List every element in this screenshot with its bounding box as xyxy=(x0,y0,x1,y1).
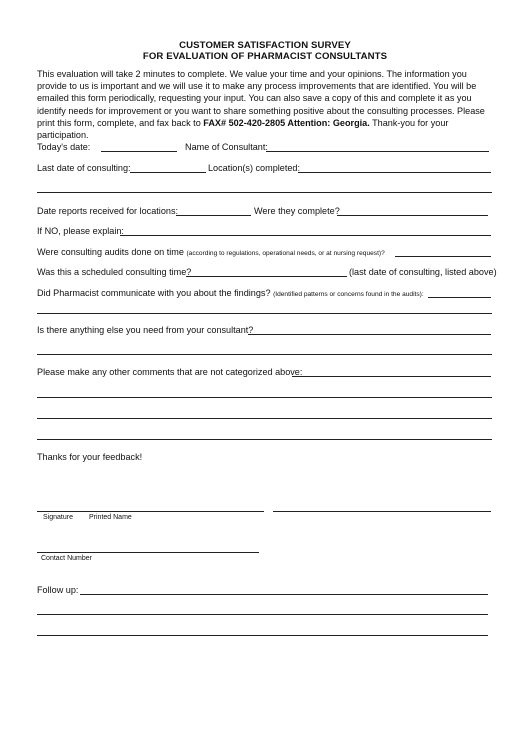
last-date-label: Last date of consulting: xyxy=(37,163,131,173)
intro-closing: Thank-you for your participation. xyxy=(37,117,449,141)
communicate-label xyxy=(37,288,424,298)
communicate-note: (Identified patterns or concerns found in the audits): xyxy=(273,291,424,298)
audits-note: (according to regulations, operational needs, or at nursing request)? xyxy=(186,250,385,257)
contact-number-field[interactable] xyxy=(37,552,259,553)
survey-subtitle: FOR EVALUATION OF PHARMACIST CONSULTANTS xyxy=(142,51,388,62)
survey-title: CUSTOMER SATISFACTION SURVEY xyxy=(179,40,351,51)
communicate-field-continued[interactable] xyxy=(37,313,492,314)
signature-field[interactable] xyxy=(37,511,264,512)
todays-date-label: Today's date: xyxy=(37,142,91,152)
other-comments-field[interactable] xyxy=(292,376,491,377)
other-comments-label: Please make any other comments that are not categorized above: xyxy=(37,367,303,377)
audits-on-time-label xyxy=(37,247,385,257)
fax-number: FAX# 502-420-2805 Attention: Georgia. xyxy=(203,117,370,128)
other-comments-line-3[interactable] xyxy=(37,418,492,419)
thanks-text: Thanks for your feedback! xyxy=(37,452,143,462)
intro-text: This evaluation will take 2 minutes to complete. We value your time and your opinions. The information you provide to us is important and we will use it to make any process improvements that are identified. You will be emailed this form periodically, requesting your input. You can also save a copy of this and complete it as you identify needs for improvement or you want to share something positive about the consulting processes. Please print this form, complete, and fax back to xyxy=(37,69,485,128)
follow-up-line-3[interactable] xyxy=(37,635,488,636)
todays-date-field[interactable] xyxy=(101,151,177,152)
locations-label: Location(s) completed: xyxy=(208,163,300,173)
follow-up-line-2[interactable] xyxy=(37,614,488,615)
were-complete-field[interactable] xyxy=(337,215,488,216)
scheduled-label: Was this a scheduled consulting time? xyxy=(37,267,192,277)
intro-paragraph xyxy=(37,68,499,141)
communicate-field[interactable] xyxy=(428,297,491,298)
date-reports-label: Date reports received for locations: xyxy=(37,206,179,216)
locations-field[interactable] xyxy=(298,172,491,173)
if-no-field[interactable] xyxy=(120,235,491,236)
other-comments-line-4[interactable] xyxy=(37,439,492,440)
anything-else-label: Is there anything else you need from your consultant? xyxy=(37,325,254,335)
other-comments-line-2[interactable] xyxy=(37,397,492,398)
follow-up-label: Follow up: xyxy=(37,585,79,595)
anything-else-field[interactable] xyxy=(248,334,491,335)
printed-name-field-right[interactable] xyxy=(273,511,491,512)
audits-on-time-field[interactable] xyxy=(395,256,491,257)
were-complete-label: Were they complete? xyxy=(254,206,340,216)
locations-field-continued[interactable] xyxy=(37,192,492,193)
last-date-field[interactable] xyxy=(130,172,206,173)
consultant-name-label: Name of Consultant: xyxy=(185,142,268,152)
date-reports-field[interactable] xyxy=(176,215,251,216)
consultant-name-field[interactable] xyxy=(266,151,489,152)
signature-label: Signature xyxy=(43,514,73,521)
follow-up-field[interactable] xyxy=(80,594,488,595)
contact-number-label: Contact Number xyxy=(41,555,92,562)
if-no-label: If NO, please explain: xyxy=(37,226,124,236)
printed-name-label: Printed Name xyxy=(89,514,132,521)
audits-on-time-text: Were consulting audits done on time xyxy=(37,247,184,257)
scheduled-note: (last date of consulting, listed above) xyxy=(349,267,497,277)
scheduled-field[interactable] xyxy=(186,276,347,277)
communicate-text: Did Pharmacist communicate with you about the findings? xyxy=(37,288,271,298)
anything-else-field-continued[interactable] xyxy=(37,354,492,355)
